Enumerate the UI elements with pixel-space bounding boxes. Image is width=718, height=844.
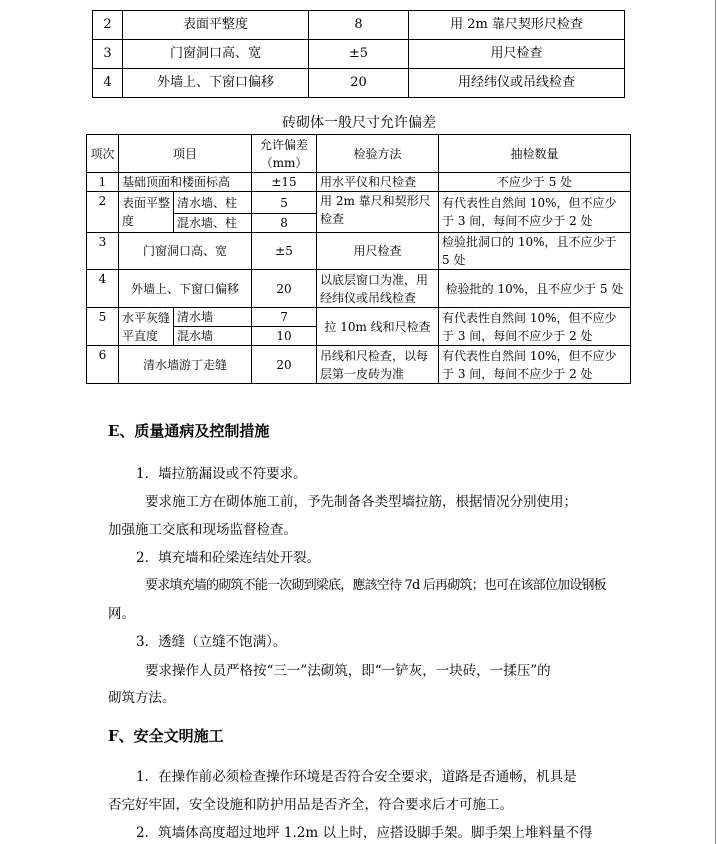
paragraph: 加强施工交底和现场监督检查。 [108, 522, 297, 538]
row-number: 3 [87, 233, 119, 270]
item-cell: 门窗洞口高、宽 [123, 40, 309, 69]
item-cell: 清水墙游丁走缝 [119, 346, 252, 384]
section-e-heading: E、质量通病及控制措施 [108, 422, 270, 440]
table-header-row [87, 135, 631, 173]
tolerance-cell: 8 [309, 11, 409, 40]
row-number: 2 [87, 192, 119, 233]
method-cell: 拉 10m 线和尺检查 [317, 308, 439, 346]
sample-cell: 检验批洞口的 10%，且不应少于 5 处 [439, 233, 631, 270]
section-f-heading: F、安全文明施工 [108, 727, 224, 745]
paragraph: 砌筑方法。 [108, 690, 176, 706]
table-row [93, 40, 625, 69]
tolerance-cell: 20 [252, 346, 317, 384]
row-number: 4 [87, 270, 119, 308]
tolerance-cell: 7 [252, 308, 317, 327]
method-cell: 以底层窗口为准，用经纬仪或吊线检查 [317, 270, 439, 308]
sub-item-cell: 清水墙、柱 [174, 192, 252, 214]
item-cell: 外墙上、下窗口偏移 [119, 270, 252, 308]
method-cell: 用经纬仪或吊线检查 [409, 69, 625, 98]
tolerance-cell: ±15 [252, 173, 317, 192]
sample-cell: 不应少于 5 处 [439, 173, 631, 192]
sub-item-cell: 混水墙、柱 [174, 214, 252, 233]
header-sample: 抽检数量 [439, 135, 631, 173]
tolerance-table-continued [92, 10, 625, 98]
tolerance-cell: 8 [252, 214, 317, 233]
item-cell: 表面平整度 [119, 192, 174, 233]
tolerance-cell: 10 [252, 327, 317, 346]
row-number: 6 [87, 346, 119, 384]
brick-tolerance-table [86, 134, 631, 384]
item-cell: 门窗洞口高、宽 [119, 233, 252, 270]
method-cell: 用水平仪和尺检查 [317, 173, 439, 192]
sub-item-cell: 清水墙 [174, 308, 252, 327]
row-number: 2 [93, 11, 123, 40]
tolerance-cell: ±5 [309, 40, 409, 69]
table-row [87, 192, 631, 214]
paragraph: 3．透缝（立缝不饱满）。 [136, 634, 287, 650]
header-tolerance: 允许偏差（mm） [252, 135, 317, 173]
row-number: 4 [93, 69, 123, 98]
header-no: 项次 [87, 135, 119, 173]
method-cell: 用尺检查 [317, 233, 439, 270]
header-method: 检验方法 [317, 135, 439, 173]
item-cell: 外墙上、下窗口偏移 [123, 69, 309, 98]
tolerance-cell: 20 [309, 69, 409, 98]
paragraph: 要求施工方在砌体施工前，予先制备各类型墙拉筋，根据情况分别使用； [145, 494, 577, 510]
table-row [87, 233, 631, 270]
method-cell: 用尺检查 [409, 40, 625, 69]
paragraph: 2．填充墙和砼梁连结处开裂。 [136, 550, 321, 566]
row-number: 5 [87, 308, 119, 346]
item-cell: 水平灰缝平直度 [119, 308, 174, 346]
row-number: 1 [87, 173, 119, 192]
sample-cell: 有代表性自然间 10%，但不应少于 3 间，每间不应少于 2 处 [439, 346, 631, 384]
table-row [93, 11, 625, 40]
paragraph: 要求填充墙的砌筑不能一次砌到梁底，應該空待 7d 后再砌筑；也可在该部位加设钢板 [145, 578, 606, 593]
tolerance-cell: ±5 [252, 233, 317, 270]
method-cell: 吊线和尺检查，以每层第一皮砖为准 [317, 346, 439, 384]
table-row [87, 173, 631, 192]
table-row [87, 270, 631, 308]
paragraph: 否完好牢固，安全设施和防护用品是否齐全，符合要求后才可施工。 [108, 797, 513, 813]
paragraph: 要求操作人员严格按“三一”法砌筑，即“一铲灰，一块砖，一揉压”的 [145, 663, 551, 679]
table-row [87, 346, 631, 384]
paragraph: 1．在操作前必须检查操作环境是否符合安全要求，道路是否通畅，机具是 [136, 769, 577, 785]
sample-cell: 有代表性自然间 10%，但不应少于 3 间，每间不应少于 2 处 [439, 308, 631, 346]
item-cell: 表面平整度 [123, 11, 309, 40]
tolerance-cell: 5 [252, 192, 317, 214]
table-row [87, 308, 631, 327]
sample-cell: 有代表性自然间 10%，但不应少于 3 间，每间不应少于 2 处 [439, 192, 631, 233]
method-cell: 用 2m 靠尺和契形尺检查 [317, 192, 439, 233]
paragraph: 2．筑墙体高度超过地坪 1.2m 以上时，应搭设脚手架。脚手架上堆料量不得 [136, 825, 593, 841]
method-cell: 用 2m 靠尺契形尺检查 [409, 11, 625, 40]
tolerance-cell: 20 [252, 270, 317, 308]
paragraph: 网。 [108, 606, 135, 622]
paragraph: 1．墙拉筋漏设或不符要求。 [136, 466, 307, 482]
table-caption: 砖砌体一般尺寸允许偏差 [282, 115, 436, 131]
table-row [93, 69, 625, 98]
item-cell: 基础顶面和楼面标高 [119, 173, 252, 192]
header-item: 项目 [119, 135, 252, 173]
sub-item-cell: 混水墙 [174, 327, 252, 346]
sample-cell: 检验批的 10%，且不应少于 5 处 [439, 270, 631, 308]
row-number: 3 [93, 40, 123, 69]
